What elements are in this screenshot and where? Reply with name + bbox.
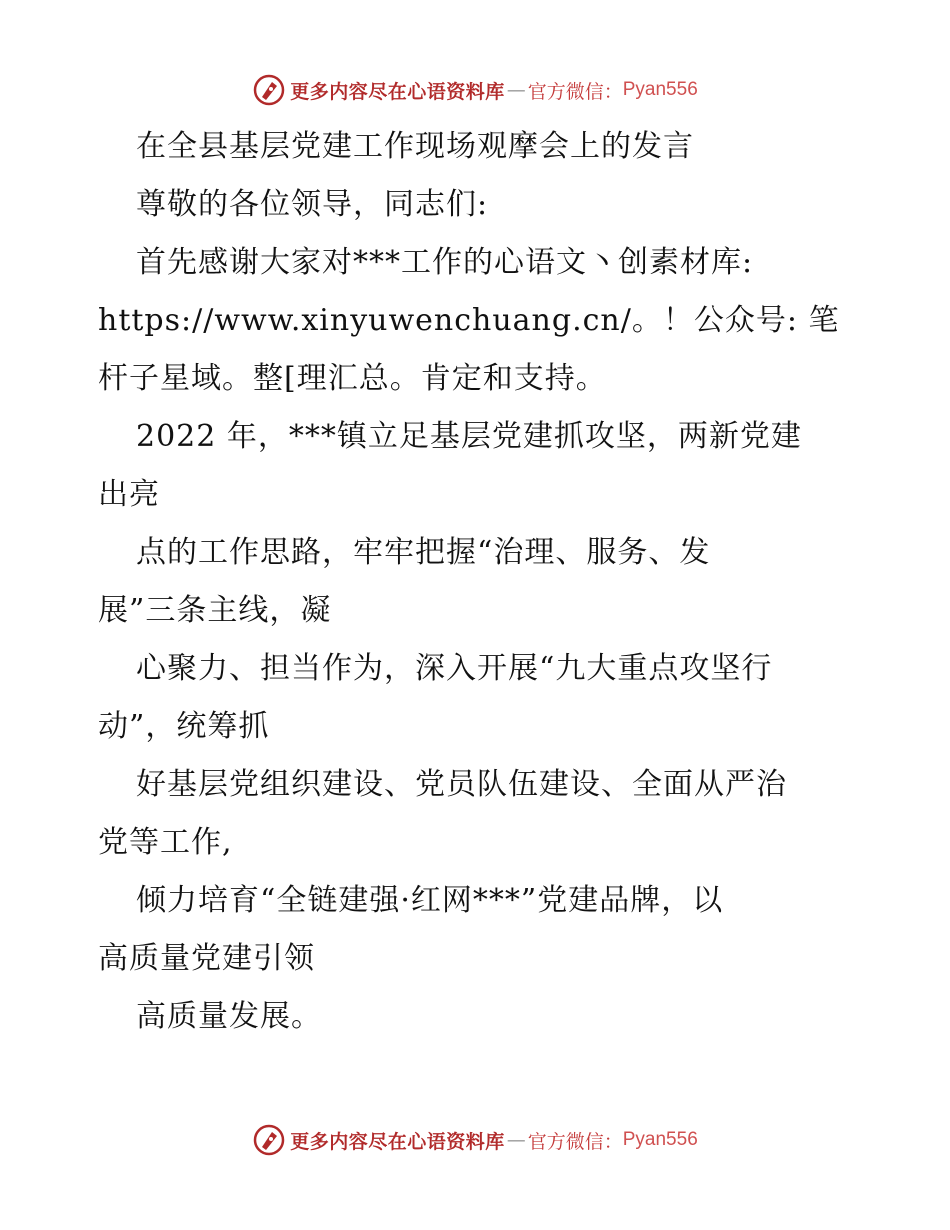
watermark-footer bbox=[0, 1120, 950, 1160]
watermark-wechat-id: Pyan556 bbox=[622, 1129, 698, 1150]
paragraph-line: 心聚力、担当作为，深入开展“九大重点攻坚行 bbox=[136, 651, 773, 686]
document-title: 在全县基层党建工作现场观摩会上的发言 bbox=[136, 129, 694, 164]
paragraph-line: 杆子星域。整[理汇总。肯定和支持。 bbox=[98, 361, 607, 396]
paragraph-line: 党等工作, bbox=[98, 825, 233, 860]
paragraph-line: 点的工作思路，牢牢把握“治理、服务、发 bbox=[136, 535, 711, 570]
paragraph-line: 倾力培育“全链建强·红网***”党建品牌，以 bbox=[136, 883, 724, 918]
paragraph-line: 出亮 bbox=[98, 477, 160, 512]
paragraph-line: 高质量党建引领 bbox=[98, 941, 315, 976]
paragraph-line: 2022 年，***镇立足基层党建抓攻坚，两新党建 bbox=[136, 419, 802, 454]
paragraph-line: 首先感谢大家对***工作的心语文丶创素材库: bbox=[136, 245, 754, 280]
watermark-main-text: 更多内容尽在心语资料库 bbox=[290, 80, 505, 103]
watermark-official-label: 官方微信： bbox=[527, 1130, 623, 1153]
watermark-dash: — bbox=[506, 1129, 526, 1151]
salutation: 尊敬的各位领导，同志们: bbox=[136, 187, 489, 222]
paragraph-line: 动”，统筹抓 bbox=[98, 709, 270, 744]
paragraph-line: 好基层党组织建设、党员队伍建设、全面从严治 bbox=[136, 767, 787, 802]
paragraph-line: https://www.xinyuwenchuang.cn/。！公众号: 笔 bbox=[98, 303, 840, 338]
pen-nib-circle-icon bbox=[252, 1123, 286, 1157]
watermark-dash: — bbox=[506, 79, 526, 101]
pen-nib-circle-icon bbox=[252, 73, 286, 107]
watermark-wechat-id: Pyan556 bbox=[622, 79, 698, 100]
paragraph-line: 展”三条主线，凝 bbox=[98, 593, 332, 628]
document-body bbox=[98, 118, 858, 1046]
watermark-header bbox=[0, 70, 950, 110]
watermark-official-label: 官方微信： bbox=[527, 80, 623, 103]
watermark-main-text: 更多内容尽在心语资料库 bbox=[290, 1130, 505, 1153]
paragraph-line: 高质量发展。 bbox=[136, 999, 322, 1034]
